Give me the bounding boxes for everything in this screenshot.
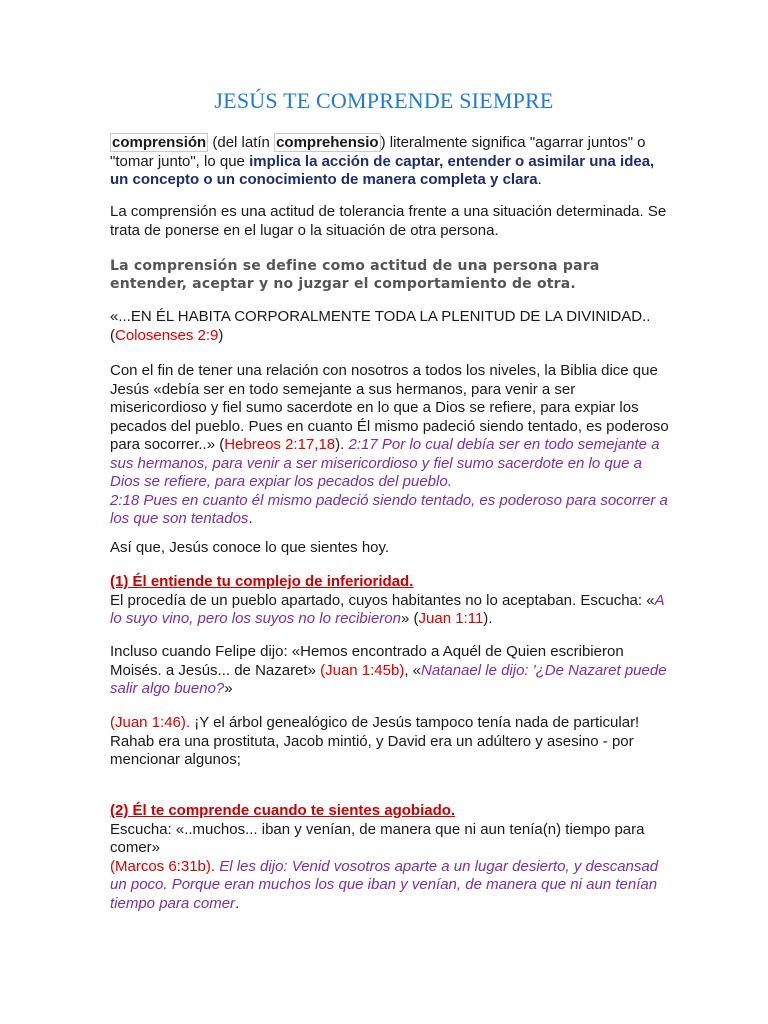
section-1-end: ). (483, 610, 493, 627)
section-2-reference: (Marcos 6:31b). (110, 857, 216, 875)
hebrews-reference: Hebreos 2:17,18 (224, 436, 336, 453)
term-comprension: comprensión (112, 134, 207, 151)
section-1-reference: Juan 1:11 (418, 610, 484, 627)
felipe-paragraph (110, 643, 670, 699)
felipe-reference: (Juan 1:45b) (320, 661, 405, 679)
section-2-heading: (2) Él te comprende cuando te sientes agobiado. (110, 802, 456, 819)
definition-end: . (537, 171, 542, 188)
definition-text-2: ) literalmente significa "agarrar juntos" o "tomar junto", lo que (110, 134, 646, 170)
definition-bold: implica la acción de captar, entender o asimilar una idea, un concepto o un conocimiento de manera completa y clara (110, 152, 655, 188)
comprehension-definition: La comprensión se define como actitud de una persona para entender, aceptar y no juzgar el comportamiento de otra. (110, 258, 600, 292)
colossians-quote (110, 308, 670, 345)
term-comprehensio: comprehensio (276, 134, 379, 151)
genealogy-text: ¡Y el árbol genealógico de Jesús tampoco tenía nada de particular! Rahab era una prostituta, Jacob mintió, y David era un adúltero y asesino - por mencionar algunos; (110, 714, 640, 768)
section-2 (110, 802, 670, 913)
hebrews-paragraph (110, 362, 670, 529)
section-1-quote: A lo suyo vino, pero los suyos no lo recibieron (110, 591, 665, 627)
section-1-mid: » ( (401, 610, 419, 627)
hebrews-mid: ). (335, 436, 349, 453)
hebrews-end: . (248, 510, 253, 527)
section-2-text: Escucha: «..muchos... iban y venían, de manera que ni aun tenía(n) tiempo para comer» (110, 820, 645, 856)
section-1-heading: (1) Él entiende tu complejo de inferioridad. (110, 573, 414, 590)
section-2-quote: El les dijo: Venid vosotros aparte a un lugar desierto, y descansad un poco. Porque eran muchos los que iban y venían, de manera que ni aun tenían tiempo para comer (110, 857, 659, 912)
genealogy-reference: (Juan 1:46). (110, 714, 191, 731)
colossians-reference: Colosenses 2:9 (115, 326, 219, 344)
colossians-text: «...EN ÉL HABITA CORPORALMENTE TODA LA PLENITUD DE LA DIVINIDAD.. ( (110, 308, 651, 344)
hebrews-verse-18: 2:18 Pues en cuanto él mismo padeció siendo tentado, es poderoso para socorrer a los que son tentados (110, 491, 668, 527)
page-title: JESÚS TE COMPRENDE SIEMPRE (214, 88, 554, 113)
hebrews-verse-17: 2:17 Por lo cual debía ser en todo semejante a sus hermanos, para venir a ser misericordioso y fiel sumo sacerdote en lo que a Dios se refiere, para expiar los pecados del pueblo. (110, 436, 660, 490)
definition-paragraph (110, 134, 670, 190)
section-1 (110, 573, 670, 629)
felipe-text: Incluso cuando Felipe dijo: «Hemos encontrado a Aquél de Quien escribieron Moisés. a Jesús... de Nazaret» (110, 643, 624, 679)
felipe-mid: , « (404, 661, 422, 679)
genealogy-paragraph (110, 714, 670, 770)
colossians-close: ) (218, 326, 224, 344)
hebrews-text: Con el fin de tener una relación con nosotros a todos los niveles, la Biblia dice que Jesús «debía ser en todo semejante a sus hermanos, para venir a ser misericordioso y fiel sumo sacerdote en lo que a Dios se refiere, para expiar los pecados del pueblo. Pues en cuanto Él mismo padeció siendo tentado, es poderoso para socorrer..» ( (110, 362, 669, 453)
section-1-text: El procedía de un pueblo apartado, cuyos habitantes no lo aceptaban. Escucha: « (110, 591, 655, 609)
summary-line: Así que, Jesús conoce lo que sientes hoy. (110, 539, 390, 556)
felipe-end: » (224, 680, 233, 697)
felipe-quote: Natanael le dijo: '¿De Nazaret puede salir algo bueno? (110, 661, 667, 697)
definition-text-1: (del latín (208, 134, 275, 151)
section-2-end: . (235, 894, 240, 912)
tolerance-paragraph: La comprensión es una actitud de tolerancia frente a una situación determinada. Se trata de ponerse en el lugar o la situación de otra persona. (110, 203, 667, 239)
